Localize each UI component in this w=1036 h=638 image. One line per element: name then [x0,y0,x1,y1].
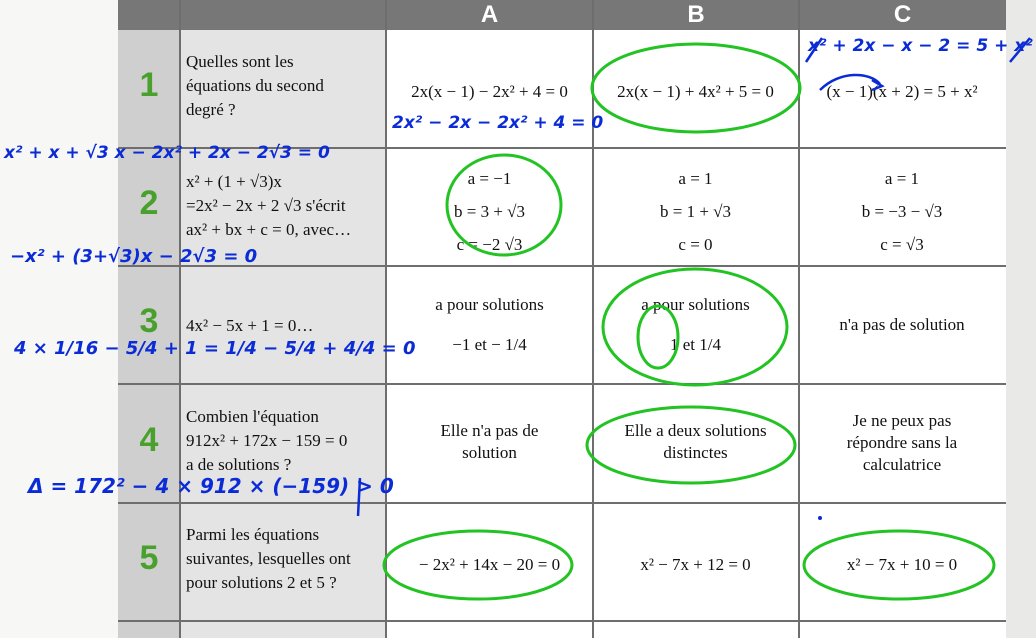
header-blank [118,0,386,30]
answer-1a[interactable]: 2x(x − 1) − 2x² + 4 = 0 [411,82,568,101]
question-2: x² + (1 + √3)x =2x² − 2x + 2 √3 s'écrit ax² + bx + c = 0, avec… [186,172,352,239]
row-number-3: 3 [139,302,159,340]
row-divider [118,383,1006,385]
answer-5a[interactable]: − 2x² + 14x − 20 = 0 [418,555,561,574]
answer-3c[interactable]: n'a pas de solution [839,315,965,334]
answer-3b[interactable]: a pour solutions 1 et 1/4 [641,295,750,354]
row-number-4: 4 [139,421,159,459]
answer-2b[interactable]: a = 1 b = 1 + √3 c = 0 [659,169,731,254]
row-divider [118,620,1006,622]
question-5: Parmi les équations suivantes, lesquelles ont pour solutions 2 et 5 ? [186,525,351,592]
question-3: 4x² − 5x + 1 = 0… [186,316,314,335]
answer-4a[interactable]: Elle n'a pas de solution [440,421,539,462]
answer-5b[interactable]: x² − 7x + 12 = 0 [640,555,751,574]
column-header-a: A [386,0,593,30]
row-number-5: 5 [139,539,159,577]
answer-4c[interactable]: Je ne peux pas répondre sans la calculatrice [846,411,958,474]
row-number-1: 1 [139,66,159,104]
quiz-table [118,0,1006,638]
answer-1c[interactable]: (x − 1)(x + 2) = 5 + x² [826,82,978,101]
handwriting-simplify: 2x² − 2x − 2x² + 4 = 0 [392,113,604,133]
right-margin [1006,0,1036,638]
handwriting-develop: x² + x + √3 x − 2x² + 2x − 2√3 = 0 [4,143,330,163]
handwriting-expand: x² + 2x − x − 2 = 5 + x² [808,36,1033,56]
row-number-2: 2 [139,184,159,222]
left-margin [0,0,118,638]
answer-1b[interactable]: 2x(x − 1) + 4x² + 5 = 0 [617,82,774,101]
col-divider [385,0,387,638]
row-divider [118,502,1006,504]
column-header-c: C [799,0,1006,30]
answer-2a[interactable]: a = −1 b = 3 + √3 c = −2 √3 [453,169,525,254]
handwriting-check-root: 4 × 1/16 − 5/4 + 1 = 1/4 − 5/4 + 4/4 = 0 [14,338,416,359]
question-4: Combien l'équation 912x² + 172x − 159 = 0 a de solutions ? [186,407,348,474]
question-1: Quelles sont les équations du second degré ? [186,52,324,119]
handwriting-standard-form: −x² + (3+√3)x − 2√3 = 0 [10,246,258,267]
answer-3a[interactable]: a pour solutions −1 et − 1/4 [435,295,544,354]
answer-2c[interactable]: a = 1 b = −3 − √3 c = √3 [861,169,943,254]
handwriting-discriminant: Δ = 172² − 4 × 912 × (−159) > 0 [28,474,394,498]
answer-4b[interactable]: Elle a deux solutions distinctes [624,421,767,462]
column-header-b: B [593,0,799,30]
answer-5c[interactable]: x² − 7x + 10 = 0 [846,555,958,574]
